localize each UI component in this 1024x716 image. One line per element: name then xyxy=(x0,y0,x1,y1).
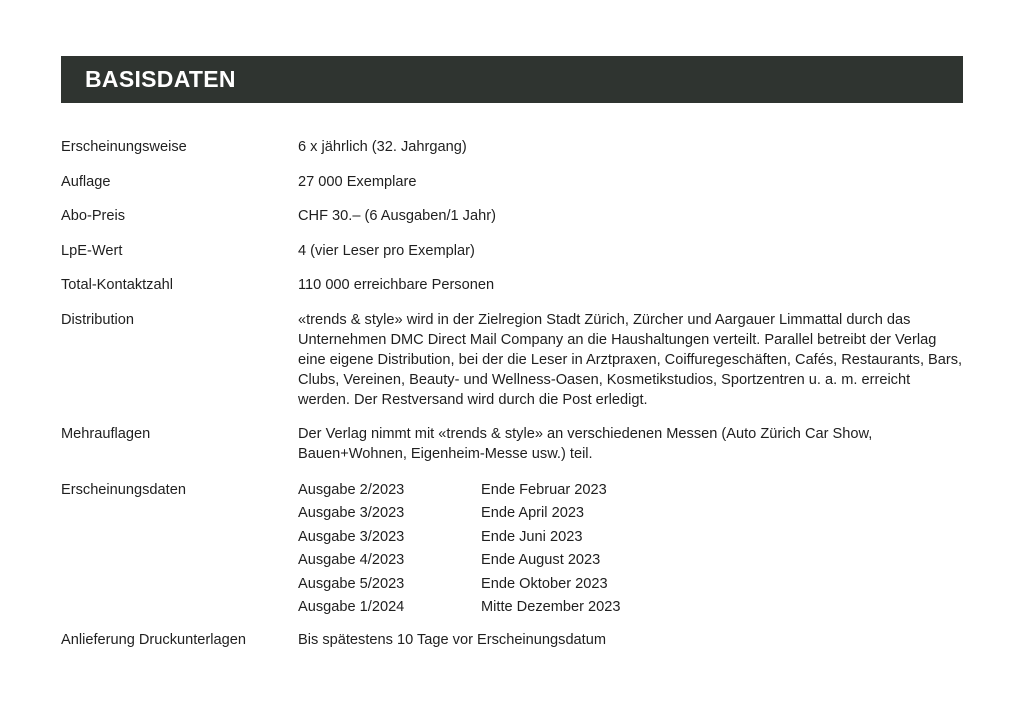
row-value: Der Verlag nimmt mit «trends & style» an verschiedenen Messen (Auto Zürich Car Show, Bauen+Wohnen, Eigenheim-Messe usw.) teil. xyxy=(298,426,873,462)
date-issue: Ausgabe 5/2023 xyxy=(298,575,405,592)
row-value: 6 x jährlich (32. Jahrgang) xyxy=(298,139,467,155)
date-item xyxy=(298,549,963,573)
row-value: 4 (vier Leser pro Exemplar) xyxy=(298,242,475,259)
row-label: Erscheinungsdaten xyxy=(61,481,186,498)
date-item xyxy=(298,573,963,597)
basisdaten-table xyxy=(61,137,963,665)
date-item xyxy=(298,502,963,526)
row-label: LpE-Wert xyxy=(61,242,123,259)
date-issue: Ausgabe 3/2023 xyxy=(298,505,405,522)
row-label: Auflage xyxy=(61,173,111,190)
row-value: 110 000 erreichbare Personen xyxy=(298,277,495,293)
row-mehrauflagen xyxy=(61,424,963,464)
date-when: Ende Juni 2023 xyxy=(481,528,583,545)
row-label: Erscheinungsweise xyxy=(61,139,187,155)
row-value: Bis spätestens 10 Tage vor Erscheinungsdatum xyxy=(298,632,606,649)
row-lpe-wert xyxy=(61,241,963,261)
date-when: Ende Oktober 2023 xyxy=(481,575,608,592)
date-item xyxy=(298,526,963,550)
date-item xyxy=(298,479,963,503)
row-label: Abo-Preis xyxy=(61,208,126,224)
row-anlieferung xyxy=(61,630,963,650)
row-total-kontaktzahl xyxy=(61,275,963,295)
row-auflage xyxy=(61,172,963,192)
date-when: Ende April 2023 xyxy=(481,505,585,522)
date-when: Ende August 2023 xyxy=(481,552,601,569)
row-abo-preis xyxy=(61,206,963,226)
section-header xyxy=(61,56,963,103)
date-when: Mitte Dezember 2023 xyxy=(481,599,621,616)
row-label: Distribution xyxy=(61,311,134,328)
row-distribution xyxy=(61,310,963,410)
row-value: 27 000 Exemplare xyxy=(298,173,417,190)
date-issue: Ausgabe 2/2023 xyxy=(298,481,405,498)
date-when: Ende Februar 2023 xyxy=(481,481,607,498)
row-label: Anlieferung Druckunterlagen xyxy=(61,632,246,649)
date-issue: Ausgabe 3/2023 xyxy=(298,528,405,545)
dates-list xyxy=(298,479,963,621)
date-item xyxy=(298,596,963,620)
row-erscheinungsweise xyxy=(61,137,963,157)
row-value: CHF 30.– (6 Ausgaben/1 Jahr) xyxy=(298,208,496,224)
row-label: Total-Kontaktzahl xyxy=(61,277,173,293)
section-title: BASISDATEN xyxy=(85,66,236,92)
row-erscheinungsdaten xyxy=(61,479,963,621)
row-value: «trends & style» wird in der Zielregion Stadt Zürich, Zürcher und Aargauer Limmattal durch das Unternehmen DMC Direct Mail Company an die Haushaltungen verteilt. Parallel betreibt der Verlag eine eigene Distribution, bei der die Leser in Arztpraxen, Coiffuregeschäften, Cafés, Restaurants, Bars, Clubs, Vereinen, Beauty- und Wellness-Oasen, Kosmetikstudios, Sportzentren u. a. m. erreicht werden. Der Restversand wird durch die Post erledigt. xyxy=(298,311,963,408)
date-issue: Ausgabe 1/2024 xyxy=(298,599,405,616)
date-issue: Ausgabe 4/2023 xyxy=(298,552,405,569)
row-label: Mehrauflagen xyxy=(61,426,151,442)
